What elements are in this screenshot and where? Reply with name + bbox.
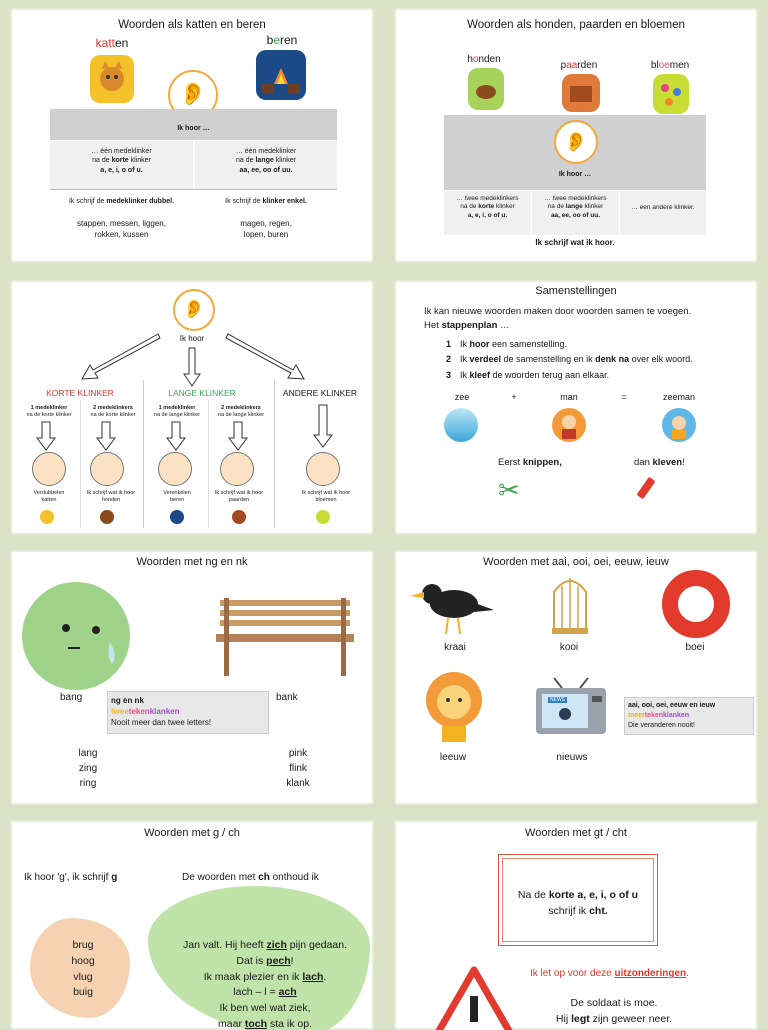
word-leeuw: leeuw (439, 752, 467, 763)
word-kraai: kraai (444, 642, 466, 653)
tv-news-label: NEWS (550, 697, 565, 703)
ear-icon: 👂 (168, 70, 218, 120)
kleven-text: dan kleven! (634, 457, 685, 468)
child-face-icon (32, 452, 66, 486)
word-beren: beren (266, 33, 298, 47)
birdcage-icon (550, 568, 590, 636)
card-ng-nk (10, 550, 374, 805)
divider (50, 189, 337, 190)
example-sentences: De soldaat is moe. Hij legt zijn geweer neer. (555, 997, 673, 1025)
card-title: Woorden met g / ch (144, 827, 240, 839)
card-honden-paarden-bloemen (394, 8, 758, 263)
flowers-icon (653, 74, 689, 114)
sub-heading-2: 2 medeklinkers na de korte klinker (90, 405, 136, 419)
ch-sentences: Jan valt. Hij heeft zich pijn gedaan. Dat is pech! Ik maak plezier en ik lach. lach – l = ach Ik ben wel wat ziek, maar toch sta ik op. (182, 939, 348, 1030)
rule-box: ng en nk tweetekenklanken Nooit meer dan twee letters! (107, 691, 269, 734)
card-gt-cht (394, 820, 758, 1030)
dog-icon (468, 68, 504, 110)
child-face-icon (90, 452, 124, 486)
result-3: Verenkelen beren (163, 490, 191, 504)
rule-text: Na de korte a, e, i, o of u schrijf ik cht. (517, 889, 639, 917)
ng-word-list: lang zing ring (78, 748, 98, 789)
sub-heading-3: 1 medeklinker na de lange klinker (153, 405, 201, 419)
word-kooi: kooi (559, 642, 579, 653)
ik-hoor-label: Ik hoor … (558, 171, 592, 178)
scissors-icon: ✂ (498, 476, 520, 506)
rule-box: aai, ooi, oei, eeuw en ieuw meertekenklanken Die veranderen nooit! (624, 697, 754, 735)
card-title: Woorden met ng en nk (136, 556, 248, 568)
intro-text: Ik kan nieuwe woorden maken door woorden samen te voegen. Het stappenplan … (424, 306, 692, 331)
cat-icon (40, 510, 54, 524)
lifebuoy-icon (662, 570, 730, 638)
korte-klinker-heading: KORTE KLINKER (46, 388, 114, 398)
word-bloemen: bloemen (650, 60, 690, 71)
ch-rule: De woorden met ch onthoud ik (182, 872, 319, 883)
card-katten-beren (10, 8, 374, 263)
result-4: Ik schrijf wat ik hoor paarden (214, 490, 264, 504)
lange-klinker-heading: LANGE KLINKER (168, 388, 236, 398)
sailor-icon (662, 408, 696, 442)
child-face-icon (306, 452, 340, 486)
flowers-icon (316, 510, 330, 524)
examples-left: stappen, messen, liggen, rokken, kussen (77, 219, 166, 240)
result-1: Verdubbelen katten (33, 490, 65, 504)
horses-icon (232, 510, 246, 524)
word-bang: bang (60, 692, 83, 703)
beren-picture (242, 30, 322, 110)
word-nieuws: nieuws (556, 752, 588, 763)
lion-icon (422, 670, 486, 744)
step-item: 3 Ik kleef de woorden terug aan elkaar. (446, 369, 610, 380)
rule-text-3: … een andere klinker. (631, 204, 695, 211)
right-rule-text: … één medeklinker na de lange klinker aa, ee, oo of uu. (235, 148, 297, 174)
glue-stick-icon (636, 477, 655, 500)
bears-campfire-icon (256, 50, 306, 100)
word-paarden: paarden (560, 60, 598, 71)
rule-box-3 (620, 191, 706, 235)
child-face-icon (158, 452, 192, 486)
rule-text-1: … twee medeklinkers na de korte klinker a, e, i, o of u. (456, 195, 519, 219)
step-item: 1 Ik hoor een samenstelling. (446, 339, 568, 349)
scared-face-icon (22, 582, 130, 690)
katten-picture (68, 33, 156, 109)
child-face-icon (220, 452, 254, 486)
knippen-text: Eerst knippen, (498, 457, 562, 468)
word-honden: honden (467, 54, 501, 65)
card-title: Woorden met aai, ooi, oei, eeuw, ieuw (483, 556, 669, 568)
steps-list (446, 337, 693, 383)
g-word-list: brug hoog vlug buig (71, 939, 95, 999)
card-klinker-schema (10, 280, 374, 535)
schrijf-left: Ik schrijf de medeklinker dubbel. (68, 198, 175, 205)
dog-icon (100, 510, 114, 524)
rule-text-2: … twee medeklinkers na de lange klinker aa, ee, oo of uu. (544, 195, 607, 219)
sea-icon (444, 408, 478, 442)
bears-icon (170, 510, 184, 524)
sub-heading-4: 2 medeklinkers na de lange klinker (217, 405, 265, 419)
ik-hoor-label: Ik hoor … (177, 125, 210, 132)
warning-icon (434, 966, 514, 1030)
left-rule-text: … één medeklinker na de korte klinker a, e, i, o of u. (91, 148, 152, 174)
card-title: Woorden met gt / cht (525, 827, 627, 839)
result-2: Ik schrijf wat ik hoor honden (86, 490, 136, 504)
sub-heading-1: 1 medeklinker na de korte klinker (26, 405, 72, 419)
card-g-ch (10, 820, 374, 1030)
horses-icon (562, 74, 600, 112)
andere-klinker-heading: ANDERE KLINKER (282, 388, 358, 398)
crow-icon (408, 574, 498, 638)
eq-equals: = (621, 392, 627, 402)
bench-icon (210, 594, 360, 678)
word-bank: bank (276, 692, 298, 703)
ik-hoor-label: Ik hoor (179, 334, 205, 343)
ear-icon: 👂 (173, 289, 215, 331)
tv-news-icon (534, 678, 608, 740)
nk-word-list: pink flink klank (286, 748, 310, 789)
ear-icon: 👂 (554, 120, 598, 164)
eq-zeeman-label: zeeman (662, 392, 696, 402)
man-icon (552, 408, 586, 442)
card-title: Woorden als honden, paarden en bloemen (467, 19, 685, 31)
schrijf-right: Ik schrijf de klinker enkel. (225, 198, 307, 205)
card-title: Woorden als katten en beren (118, 19, 266, 31)
eq-plus: + (511, 392, 517, 402)
examples-right: magen, regen, lopen, buren (240, 219, 292, 240)
word-boei: boei (685, 642, 705, 653)
cat-icon (90, 55, 134, 103)
step-item: 2 Ik verdeel de samenstelling en ik denk na over elk woord. (446, 354, 693, 365)
word-katten: katten (95, 36, 129, 50)
let-op-text: Ik let op voor deze uitzonderingen. (530, 968, 689, 979)
g-rule: Ik hoor 'g', ik schrijf g (24, 872, 118, 883)
card-footer: Ik schrijf wat ik hoor. (535, 238, 615, 247)
eq-zee-label: zee (454, 392, 470, 402)
card-title: Samenstellingen (535, 285, 617, 297)
eq-man-label: man (560, 392, 578, 402)
card-aai-ooi-oei (394, 550, 758, 805)
card-samenstellingen (394, 280, 758, 535)
result-5: Ik schrijf wat ik hoor bloemen (301, 490, 351, 504)
